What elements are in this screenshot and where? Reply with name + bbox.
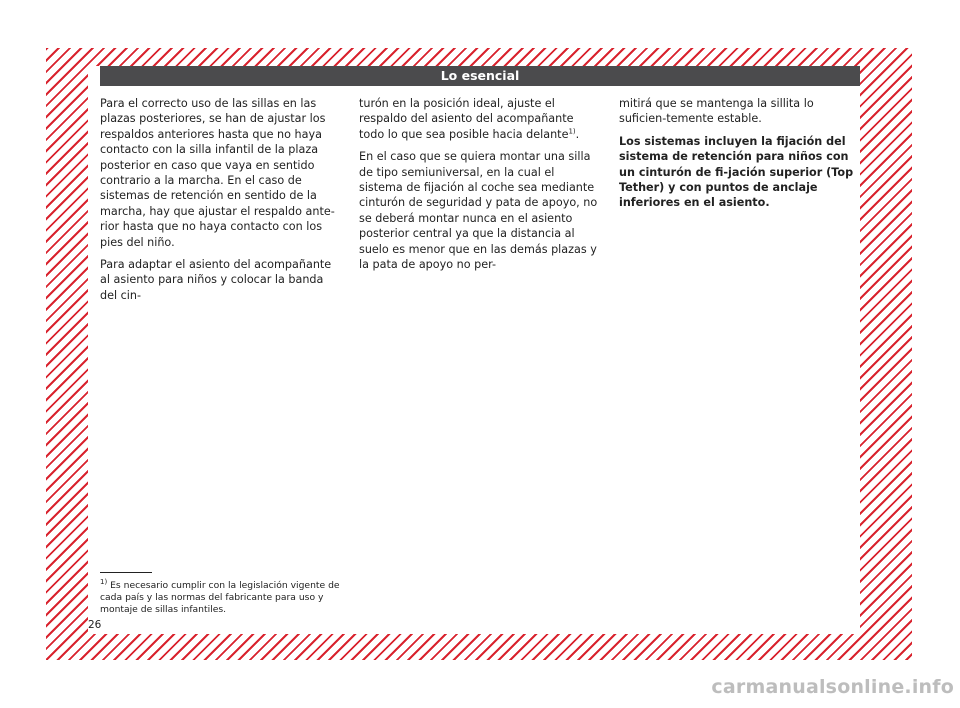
paragraph: En el caso que se quiera montar una silla de tipo semiuniversal, en la cual el sistema de fijación al coche sea mediante cinturón de seguridad y pata de apoyo, no se deberá montar nunca en el asiento posterior central ya que la distancia al suelo es menor que en las demás plazas y la pata de apoyo no per-	[359, 150, 598, 272]
text-column-3	[619, 96, 859, 218]
text-column-1	[100, 96, 340, 310]
section-header: Lo esencial	[100, 66, 860, 86]
paragraph	[359, 96, 599, 142]
footnote	[100, 577, 345, 616]
paragraph-end: .	[575, 127, 580, 141]
page-number: 26	[88, 619, 102, 631]
paragraph: Para el correcto uso de las sillas en las plazas posteriores, se han de ajustar los respaldos anteriores hasta que no haya contacto con la silla infantil de la plaza posterior en caso que vaya en sentido contrario a la marcha. En el caso de sistemas de retención en sentido de la marcha, hay que ajustar el respaldo ante-rior hasta que no haya contacto con los pies del niño.	[100, 97, 335, 249]
paragraph: mitirá que se mantenga la sillita lo suficien-temente estable.	[619, 97, 814, 126]
footnote-text: Es necesario cumplir con la legislación vigente de cada país y las normas del fabricante para uso y montaje de sillas infantiles.	[100, 580, 340, 615]
bold-paragraph: Los sistemas incluyen la fijación del sistema de retención para niños con un cinturón de fi-jación superior (Top Tether) y con puntos de anclaje inferiores en el asiento.	[619, 134, 854, 210]
watermark: carmanualsonline.info	[711, 676, 954, 698]
text-column-2	[359, 96, 599, 279]
paragraph-text: turón en la posición ideal, ajuste el respaldo del asiento del acompañante todo lo que sea posible hacia delante	[359, 97, 574, 141]
footnote-reference: 1)	[568, 127, 576, 136]
footnote-marker: 1)	[100, 577, 108, 586]
paragraph: Para adaptar el asiento del acompañante al asiento para niños y colocar la banda del cin-	[100, 258, 332, 302]
footnote-divider	[100, 572, 152, 573]
